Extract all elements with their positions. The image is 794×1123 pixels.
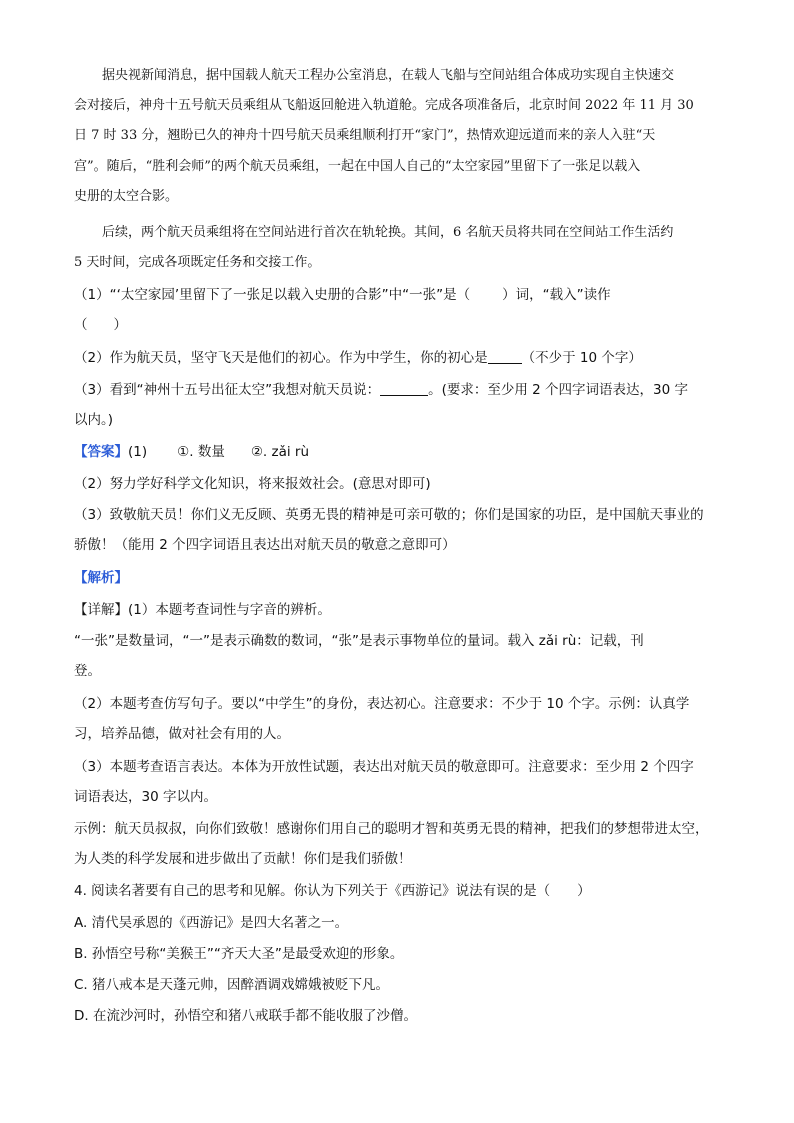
analysis-detail-3-line1: （3）本题考查语言表达。本体为开放性试题，表达出对航天员的敬意即可。注意要求：至少用 2 个四字 [74, 759, 694, 775]
question-1-part-a: （1）“‘太空家园’里留下了一张足以载入史册的合影”中“一张”是（ [74, 287, 471, 303]
passage-p2-line1: 后续，两个航天员乘组将在空间站进行首次在轨轮换。其间，6 名航天员将共同在空间站工作生活约 [102, 225, 674, 240]
question-3-blank[interactable] [380, 381, 428, 396]
analysis-tag: 【解析】 [74, 570, 128, 586]
question-3-part-b: 。(要求：至少用 2 个四字词语表达，30 字 [428, 382, 688, 398]
answer-3-line2: 骄傲！（能用 2 个四字词语且表达出对航天员的敬意之意即可） [74, 537, 456, 553]
passage-p1-line1: 据央视新闻消息，据中国载人航天工程办公室消息，在载人飞船与空间站组合体成功实现自主快速交 [102, 68, 675, 83]
analysis-detail-tag: 【详解】 [74, 602, 128, 618]
question-3-line2: 以内。) [74, 412, 114, 428]
question-1-part-c: （ [74, 317, 88, 333]
question-4-option-b[interactable]: B. 孙悟空号称“美猴王”“齐天大圣”是最受欢迎的形象。 [74, 946, 404, 962]
question-1-part-b: ）词，“载入”读作 [502, 287, 611, 303]
answer-1-value-1: 数量 [197, 444, 225, 460]
passage-p1-line4: 宫”。随后，“胜利会师”的两个航天员乘组，一起在中国人自己的“太空家园”里留下了一张足以载入 [74, 159, 641, 174]
passage-p1-line3: 日 7 时 33 分，翘盼已久的神舟十四号航天员乘组顺利打开“家门”，热情欢迎远道而来的亲人入驻“天 [74, 128, 656, 143]
answer-1 [74, 442, 309, 462]
question-4-option-a[interactable]: A. 清代吴承恩的《西游记》是四大名著之一。 [74, 915, 349, 931]
answer-1-marker-2: ②. [250, 444, 268, 460]
passage-p1-line5: 史册的太空合影。 [74, 189, 179, 204]
question-4-option-c[interactable]: C. 猪八戒本是天蓬元帅，因醉酒调戏嫦娥被贬下凡。 [74, 977, 390, 993]
analysis-detail-3-line2: 词语表达，30 字以内。 [74, 789, 217, 805]
question-2 [74, 348, 642, 368]
question-2-part-b: （不少于 10 个字） [521, 350, 642, 366]
answer-2: （2）努力学好科学文化知识，将来报效社会。(意思对即可) [74, 476, 431, 492]
analysis-detail-1-text: (1）本题考查词性与字音的辨析。 [128, 602, 331, 618]
question-3-part-a: （3）看到“神州十五号出征太空”我想对航天员说： [74, 382, 381, 398]
answer-tag: 【答案】 [74, 444, 128, 460]
analysis-detail-2-line2: 习，培养品德，做对社会有用的人。 [74, 726, 290, 742]
answer-1-prefix: (1) [128, 444, 148, 460]
answer-1-marker-1: ①. [177, 444, 194, 460]
analysis-detail-1-line3: 登。 [74, 663, 101, 679]
analysis-detail-1 [74, 600, 331, 620]
question-2-part-a: （2）作为航天员，坚守飞天是他们的初心。作为中学生，你的初心是 [74, 350, 488, 366]
question-1 [74, 285, 611, 305]
question-4-option-d[interactable]: D. 在流沙河时，孙悟空和猪八戒联手都不能收服了沙僧。 [74, 1008, 417, 1024]
answer-3-line1: （3）致敬航天员！你们义无反顾、英勇无畏的精神是可亲可敬的；你们是国家的功臣，是中国航天事业的 [74, 507, 704, 523]
question-4-stem: 4. 阅读名著要有自己的思考和见解。你认为下列关于《西游记》说法有误的是（ ） [74, 883, 591, 899]
analysis-example-line1: 示例：航天员叔叔，向你们致敬！感谢你们用自己的聪明才智和英勇无畏的精神，把我们的梦想带进太空， [74, 821, 709, 837]
question-1-line2 [74, 315, 127, 335]
analysis-detail-1-line2: “一张”是数量词，“一”是表示确数的数词，“张”是表示事物单位的量词。载入 zǎi rù：记载，刊 [74, 633, 644, 649]
passage-p2-line2: 5 天时间，完成各项既定任务和交接工作。 [74, 255, 321, 270]
analysis-example-line2: 为人类的科学发展和进步做出了贡献！你们是我们骄傲！ [74, 851, 412, 867]
passage-p1-line2: 会对接后，神舟十五号航天员乘组从飞船返回舱进入轨道舱。完成各项准备后，北京时间 2022 年 11 月 30 [74, 98, 694, 113]
question-1-part-d: ） [113, 317, 127, 333]
question-2-blank[interactable] [488, 349, 522, 364]
question-3 [74, 380, 688, 400]
answer-1-value-2: zǎi rù [271, 444, 310, 460]
analysis-detail-2-line1: （2）本题考查仿写句子。要以“中学生”的身份，表达初心。注意要求：不少于 10 个字。示例：认真学 [74, 696, 690, 712]
